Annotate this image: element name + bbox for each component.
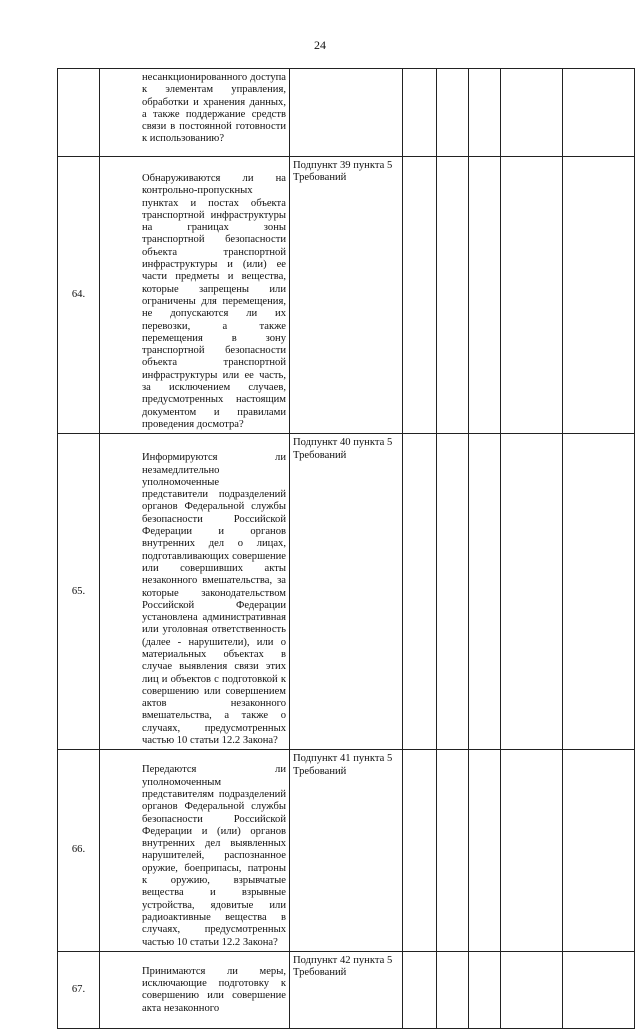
question-text: Обнаруживаются ли на контрольно-пропускных пунктах и постах объекта транспортной инфраструктуры на границах зоны транспортной безопасности объекта транспортной инфраструктуры и (или) ее части предметы и вещества, которые запрещены или ограничены для перемещения, не допускаются ли их перевозки, а также перемещения в зону транспортной безопасности объекта транспортной инфраструктуры или ее часть, за исключением случаев, предусмотренных настоящим документом и правилами проведения досмотра? <box>100 157 290 434</box>
answer-cell-extra[interactable] <box>563 434 635 750</box>
answer-cell-yes[interactable] <box>403 434 437 750</box>
table-row <box>58 157 635 434</box>
question-text: Информируются ли незамедлительно уполномоченные представители подразделений органов Федеральной службы безопасности Российской Федерации и органов внутренних дел о лицах, подготавливающих совершение или совершивших акты незаконного вмешательства, за которые законодательством Российской Федерации установлена административная или уголовная ответственность (далее - нарушители), или о материальных объектах в случае выявления связи этих лиц и объектов с подготовкой к совершению или совершением актов незаконного вмешательства, а также о случаях, предусмотренных частью 10 статьи 12.2 Закона? <box>100 434 290 750</box>
answer-cell-extra[interactable] <box>563 951 635 1028</box>
answer-cell-extra[interactable] <box>563 750 635 951</box>
requirement-reference: Подпункт 40 пункта 5 Требований <box>290 434 403 750</box>
answer-cell-yes[interactable] <box>403 69 437 157</box>
answer-cell-notes[interactable] <box>501 434 563 750</box>
row-number: 67. <box>58 951 100 1028</box>
answer-cell-notes[interactable] <box>501 157 563 434</box>
answer-cell-na[interactable] <box>469 69 501 157</box>
requirement-reference: Подпункт 42 пункта 5 Требований <box>290 951 403 1028</box>
row-number <box>58 69 100 157</box>
answer-cell-na[interactable] <box>469 157 501 434</box>
answer-cell-no[interactable] <box>437 157 469 434</box>
row-number: 65. <box>58 434 100 750</box>
question-text: несанкционированного доступа к элементам управления, обработки и хранения данных, а также поддержание средств связи в постоянной готовности к использованию? <box>100 69 290 157</box>
answer-cell-na[interactable] <box>469 951 501 1028</box>
answer-cell-no[interactable] <box>437 69 469 157</box>
answer-cell-no[interactable] <box>437 951 469 1028</box>
answer-cell-notes[interactable] <box>501 951 563 1028</box>
answer-cell-yes[interactable] <box>403 157 437 434</box>
question-text: Принимаются ли меры, исключающие подготовку к совершению или совершение акта незаконного <box>100 951 290 1028</box>
answer-cell-no[interactable] <box>437 434 469 750</box>
table-row <box>58 951 635 1028</box>
row-number: 66. <box>58 750 100 951</box>
requirement-reference <box>290 69 403 157</box>
answer-cell-na[interactable] <box>469 750 501 951</box>
table-row <box>58 69 635 157</box>
answer-cell-yes[interactable] <box>403 750 437 951</box>
table-row <box>58 434 635 750</box>
answer-cell-na[interactable] <box>469 434 501 750</box>
answer-cell-extra[interactable] <box>563 157 635 434</box>
answer-cell-notes[interactable] <box>501 69 563 157</box>
table-row <box>58 750 635 951</box>
answer-cell-notes[interactable] <box>501 750 563 951</box>
requirement-reference: Подпункт 39 пункта 5 Требований <box>290 157 403 434</box>
checklist-table <box>57 68 635 1029</box>
page-number: 24 <box>314 38 326 52</box>
row-number: 64. <box>58 157 100 434</box>
answer-cell-no[interactable] <box>437 750 469 951</box>
answer-cell-extra[interactable] <box>563 69 635 157</box>
question-text: Передаются ли уполномоченным представителям подразделений органов Федеральной службы безопасности Российской Федерации и (или) органов внутренних дел выявленных нарушителей, распознанное оружие, боеприпасы, патроны к оружию, взрывчатые вещества и взрывные устройства, ядовитые или радиоактивные вещества в случаях, предусмотренных частью 10 статьи 12.2 Закона? <box>100 750 290 951</box>
requirement-reference: Подпункт 41 пункта 5 Требований <box>290 750 403 951</box>
answer-cell-yes[interactable] <box>403 951 437 1028</box>
